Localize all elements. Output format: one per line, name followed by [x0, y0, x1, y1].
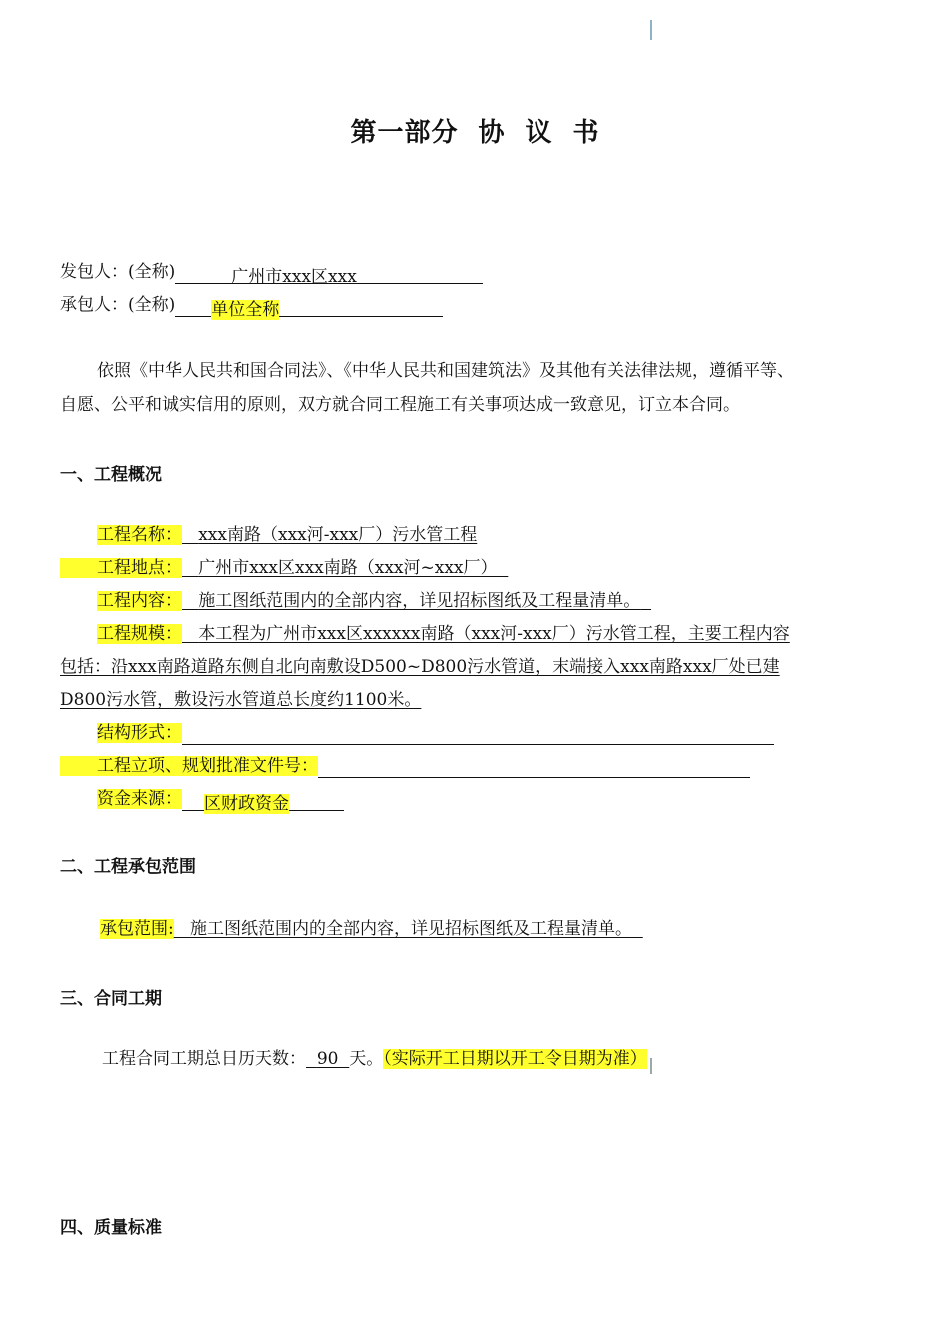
project-location-value: 广州市xxx区xxx南路（xxx河~xxx厂） — [198, 558, 498, 578]
approval-line — [60, 750, 750, 783]
employer-line — [60, 256, 483, 289]
title-word: 书 — [572, 118, 600, 148]
duration-value: 90 — [316, 1049, 339, 1069]
project-location-field[interactable] — [182, 558, 508, 578]
project-name-value: xxx南路（xxx河-xxx厂）污水管工程 — [198, 525, 478, 545]
project-name-line — [97, 519, 477, 552]
scope-label: 承包范围: — [100, 919, 174, 939]
project-name-field[interactable] — [182, 525, 477, 545]
project-content-value: 施工图纸范围内的全部内容，详见招标图纸及工程量清单。 — [198, 591, 641, 611]
project-location-label: 工程地点： — [60, 558, 182, 578]
project-scale-line-3: D800污水管，敷设污水管道总长度约1100米。 — [60, 690, 422, 710]
funds-field[interactable] — [182, 788, 344, 814]
funds-line — [97, 783, 344, 816]
project-scale-line-1 — [97, 618, 790, 651]
scope-line — [100, 913, 643, 946]
project-location-line — [60, 552, 508, 585]
duration-field[interactable] — [306, 1049, 349, 1069]
section-heading-1: 一、工程概况 — [60, 465, 162, 485]
scope-value: 施工图纸范围内的全部内容，详见招标图纸及工程量清单。 — [189, 919, 632, 939]
section-heading-3: 三、合同工期 — [60, 989, 162, 1009]
intro-line-1: 依照《中华人民共和国合同法》、《中华人民共和国建筑法》及其他有关法律法规，遵循平等、 — [97, 361, 794, 381]
title-word: 协 — [478, 118, 506, 148]
funds-value: 区财政资金 — [204, 794, 289, 814]
duration-label: 工程合同工期总日历天数： — [102, 1049, 306, 1069]
page-title — [0, 112, 950, 149]
duration-unit: 天。 — [349, 1049, 384, 1069]
scope-field[interactable] — [174, 919, 643, 939]
contractor-field[interactable] — [175, 294, 443, 320]
project-scale-label: 工程规模： — [97, 624, 182, 644]
employer-field[interactable] — [175, 261, 483, 287]
funds-label: 资金来源： — [97, 789, 182, 809]
text-cursor-mark — [650, 1058, 652, 1074]
duration-line — [102, 1043, 647, 1076]
project-name-label: 工程名称： — [97, 525, 182, 545]
structure-line — [97, 717, 774, 750]
project-content-label: 工程内容： — [97, 591, 182, 611]
section-heading-2: 二、工程承包范围 — [60, 857, 196, 877]
project-content-field[interactable] — [182, 591, 651, 611]
employer-value: 广州市xxx区xxx — [231, 267, 357, 287]
structure-label: 结构形式： — [97, 723, 182, 743]
title-part: 第一部分 — [350, 118, 459, 148]
intro-line-2: 自愿、公平和诚实信用的原则，双方就合同工程施工有关事项达成一致意见，订立本合同。 — [60, 395, 740, 415]
approval-label: 工程立项、规划批准文件号： — [60, 756, 318, 776]
title-word: 议 — [525, 118, 553, 148]
contractor-line — [60, 289, 443, 322]
project-scale-line-2: 包括：沿xxx南路道路东侧自北向南敷设D500~D800污水管道，末端接入xxx南路xxx厂处已建 — [60, 657, 780, 677]
contractor-value: 单位全称 — [211, 300, 280, 320]
text-cursor-mark — [650, 20, 652, 40]
project-scale-field[interactable] — [182, 624, 790, 644]
structure-field[interactable] — [182, 722, 774, 745]
contractor-label: 承包人：(全称) — [60, 295, 176, 315]
section-heading-4: 四、质量标准 — [60, 1218, 162, 1238]
employer-label: 发包人：(全称) — [60, 262, 176, 282]
approval-field[interactable] — [318, 755, 750, 778]
project-content-line — [97, 585, 651, 618]
project-scale-value: 本工程为广州市xxx区xxxxxx南路（xxx河-xxx厂）污水管工程，主要工程内容 — [198, 624, 790, 644]
duration-note: （实际开工日期以开工令日期为准） — [383, 1049, 647, 1069]
